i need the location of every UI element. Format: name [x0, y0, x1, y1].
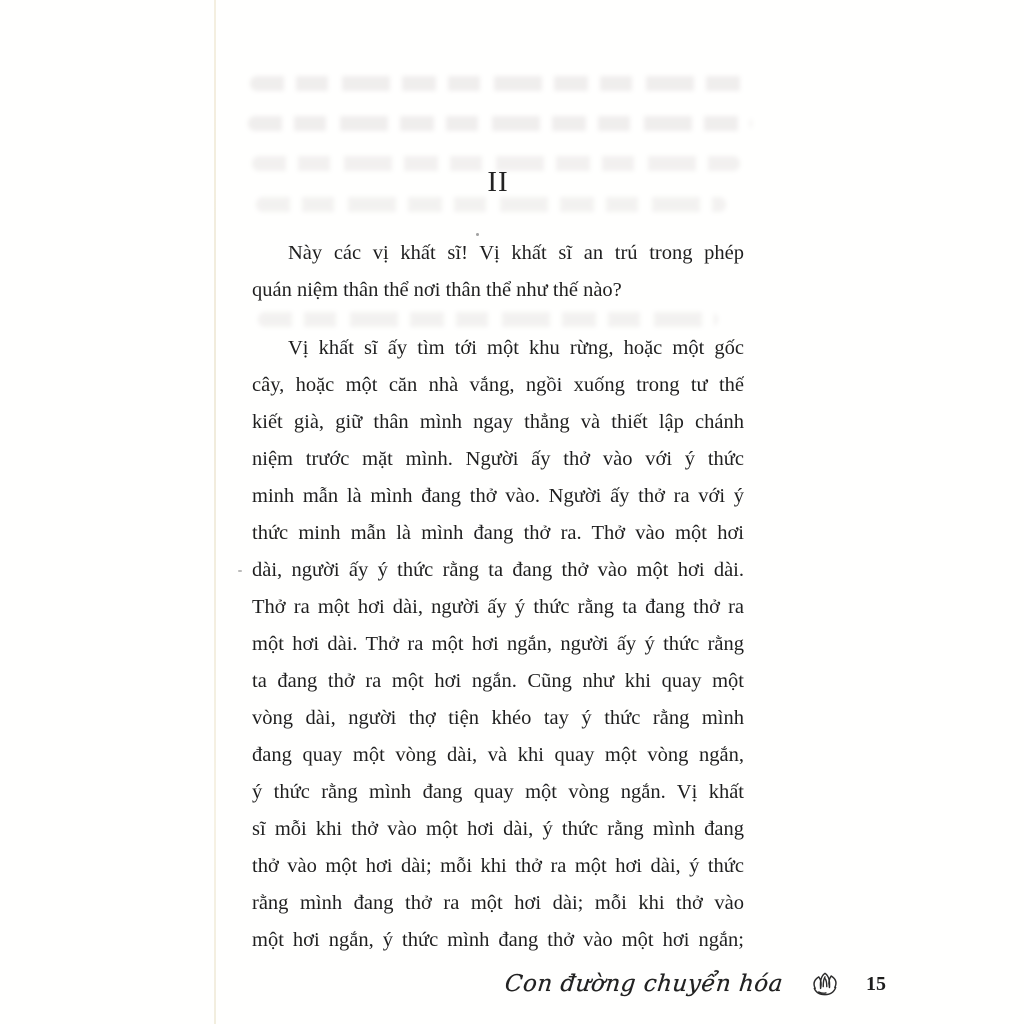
text-line: niệm trước mặt mình. Người ấy thở vào với ý thức [252, 448, 744, 470]
text-column [252, 235, 744, 959]
text-line: thở vào một hơi dài; mỗi khi thở ra một hơi dài, ý thức [252, 855, 744, 877]
page-footer [505, 964, 886, 1004]
text-line: rằng mình đang thở ra một hơi dài; mỗi khi thở vào [252, 892, 744, 914]
paragraph [252, 235, 744, 309]
footer-book-title: Con đường chuyển hóa [503, 971, 785, 997]
text-line: đang quay một vòng dài, và khi quay một vòng ngắn, [252, 744, 744, 766]
text-line: ta đang thở ra một hơi ngắn. Cũng như khi quay một [252, 670, 744, 692]
bleedthrough-text-ghost [250, 76, 748, 91]
bleedthrough-text-ghost [248, 116, 752, 131]
text-line: kiết già, giữ thân mình ngay thẳng và thiết lập chánh [252, 411, 744, 433]
text-line: dài, người ấy ý thức rằng ta đang thở vào một hơi dài. [252, 559, 744, 581]
text-line: minh mẫn là mình đang thở vào. Người ấy thở ra với ý [252, 485, 744, 507]
page-gutter-edge [214, 0, 216, 1024]
text-line: vòng dài, người thợ tiện khéo tay ý thức rằng mình [252, 707, 744, 729]
text-line: ý thức rằng mình đang quay một vòng ngắn. Vị khất [252, 781, 744, 803]
text-line: một hơi ngắn, ý thức mình đang thở vào một hơi ngắn; [252, 929, 744, 951]
text-line: sĩ mỗi khi thở vào một hơi dài, ý thức rằng mình đang [252, 818, 744, 840]
bleedthrough-text-ghost [256, 197, 726, 212]
lotus-flower-icon [809, 969, 841, 999]
text-line: Vị khất sĩ ấy tìm tới một khu rừng, hoặc một gốc [288, 337, 744, 359]
text-line: cây, hoặc một căn nhà vắng, ngồi xuống trong tư thế [252, 374, 744, 396]
text-line: thức minh mẫn là mình đang thở ra. Thở vào một hơi [252, 522, 744, 544]
text-line: Thở ra một hơi dài, người ấy ý thức rằng ta đang thở ra [252, 596, 744, 618]
paragraph [252, 330, 744, 959]
text-line: Này các vị khất sĩ! Vị khất sĩ an trú trong phép [288, 242, 744, 264]
chapter-heading: II [487, 166, 509, 198]
text-line: một hơi dài. Thở ra một hơi ngắn, người ấy ý thức rằng [252, 633, 744, 655]
page-number: 15 [865, 972, 886, 995]
text-line: quán niệm thân thể nơi thân thể như thế nào? [252, 279, 622, 301]
scan-speck [238, 570, 242, 572]
